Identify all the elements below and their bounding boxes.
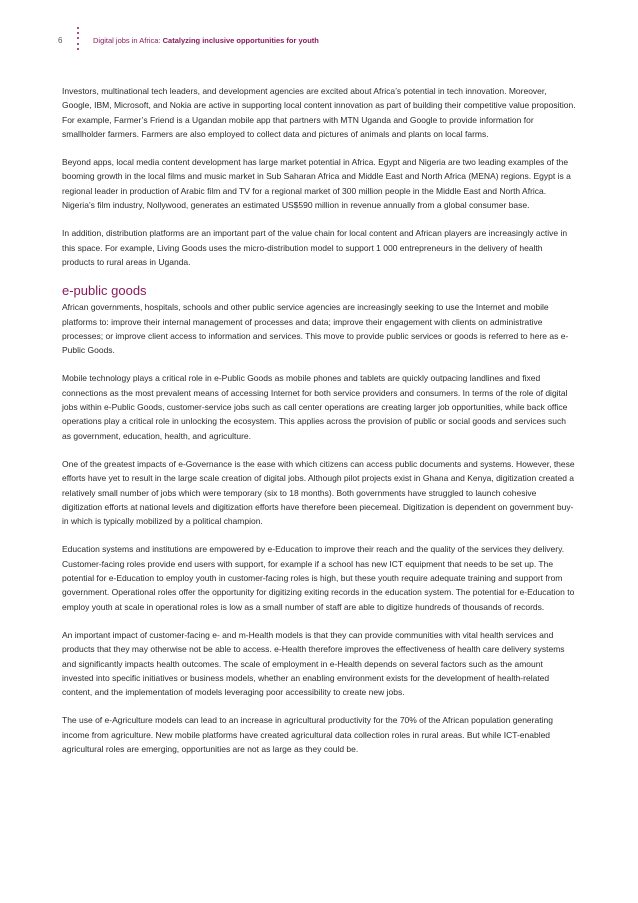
paragraph: African governments, hospitals, schools and other public service agencies are increasingly seeking to use the Internet and mobile platforms to: improve their internal management of processes and data; improve their engagement with clients on administrative processes; or improve client access to information and services. This move to provide public services or goods is referred to here as e-Public Goods. (62, 302, 569, 356)
section-heading: e-public goods (62, 283, 147, 299)
body-text (62, 84, 576, 770)
header-divider-dots (77, 27, 79, 55)
paragraph: Investors, multinational tech leaders, and development agencies are excited about Africa’s potential in tech innovation. Moreover, Google, IBM, Microsoft, and Nokia are active in supporting local content innovation as part of building their competitive value proposition. For example, Farmer’s Friend is a Ugandan mobile app that partners with MTN Uganda and Google to provide information for smallholder farmers. Farmers are also employed to collect data and pictures of animals and plants on local farms. (62, 86, 576, 139)
running-title-prefix: Digital jobs in Africa: (93, 36, 163, 45)
running-title (93, 36, 319, 45)
paragraph: Education systems and institutions are empowered by e-Education to improve their reach and the quality of the services they delivery. Customer-facing roles provide end users with support, for example if a school has new ICT equipment that needs to be set up. The potential for e-Education to employ youth in customer-facing roles is high, but these youth require adequate training and support from government. Operational roles offer the opportunity for digitizing exiting records in the education system. The potential for e-Education to employ youth at scale in operational roles is low as a small number of staff are able to digitize hundreds of thousands of records. (62, 544, 575, 612)
paragraph: Mobile technology plays a critical role in e-Public Goods as mobile phones and tablets are quickly outpacing landlines and fixed connections as the most prevalent means of accessing Internet for both service providers and consumers. In terms of the role of digital jobs within e-Public Goods, customer-service jobs such as call center operations are creating larger job opportunities, while back office operations play a critical role in unlocking the ecosystem. This applies across the provision of public or social goods and services such as government, education, health, and agriculture. (62, 373, 568, 441)
paragraph: Beyond apps, local media content development has large market potential in Africa. Egypt and Nigeria are two leading examples of the booming growth in the local films and music market in Sub Saharan Africa and Middle East and North Africa (MENA) regions. Egypt is a regional leader in production of Arabic film and TV for a regional market of 300 million people in the Middle East and North Africa. Nigeria’s film industry, Nollywood, generates an estimated US$590 million in revenue annually from a global consumer base. (62, 157, 571, 211)
page-number: 6 (58, 36, 63, 45)
running-header (58, 36, 598, 50)
running-title-emphasis: Catalyzing inclusive opportunities for youth (162, 36, 319, 45)
paragraph: One of the greatest impacts of e-Governance is the ease with which citizens can access public documents and systems. However, these efforts have yet to result in the large scale creation of digital jobs. Although pilot projects exist in Ghana and Kenya, digitization created a relatively small number of jobs which were temporary (six to 18 months). Both governments have struggled to launch cohesive digitization efforts at national levels and digitization efforts have therefore been piecemeal. Digitization is dependent on government buy-in which is typically mobilized by a political champion. (62, 458, 575, 527)
paragraph: In addition, distribution platforms are an important part of the value chain for local content and African players are increasingly active in this space. For example, Living Goods uses the micro-distribution model to support 1 000 entrepreneurs in the delivery of health products to rural areas in Uganda. (62, 228, 568, 267)
paragraph: The use of e-Agriculture models can lead to an increase in agricultural productivity for the 70% of the African population generating income from agriculture. New mobile platforms have created agricultural data collection roles in rural areas. But while ICT-enabled agricultural roles are emerging, opportunities are not as large as they could be. (62, 715, 553, 754)
paragraph: An important impact of customer-facing e- and m-Health models is that they can provide communities with vital health services and products that they may otherwise not be able to access. e-Health therefore improves the effectiveness of health care delivery systems and significantly impacts health outcomes. The scale of employment in e-Health depends on several factors such as the amount invested into specific initiatives or business models, whether an enabling environment exists for the development of health-related content, and the implementation of models leveraging poor accessibility to create new jobs. (62, 629, 565, 698)
